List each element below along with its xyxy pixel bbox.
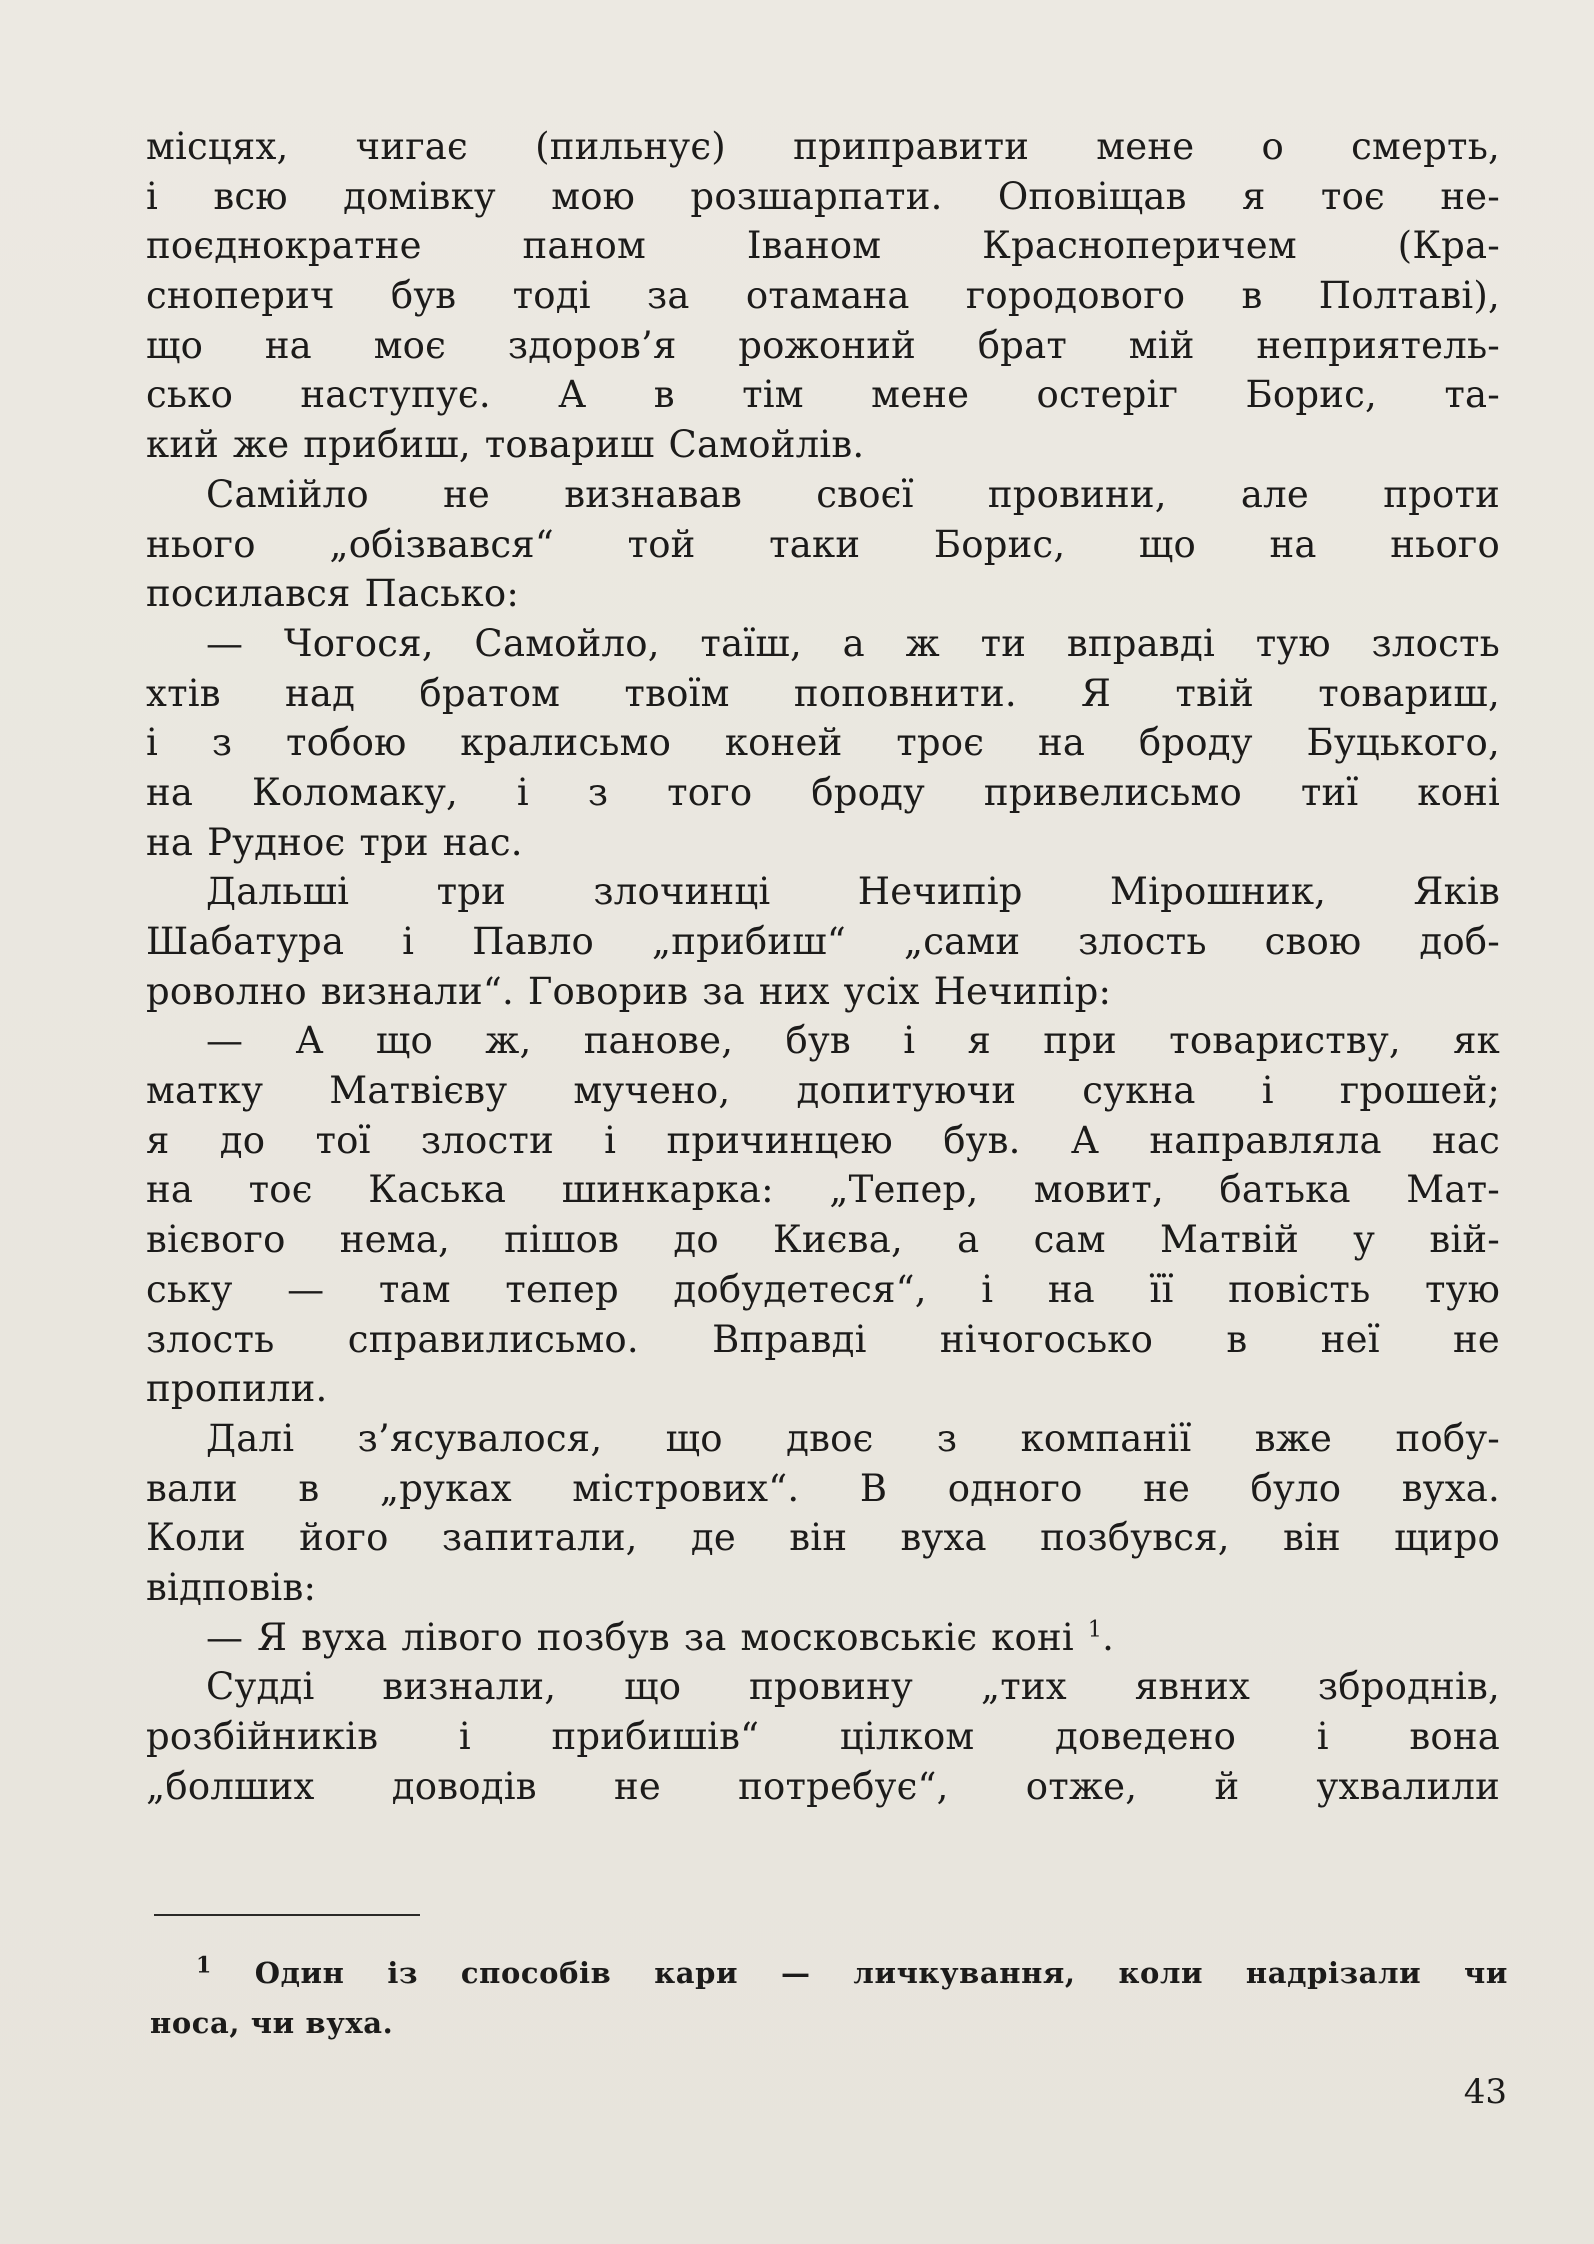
text-line: кий же прибиш, товариш Самойлів.: [146, 423, 865, 467]
text-line: сноперич був тоді за отамана городового в Полтаві),: [146, 274, 1500, 318]
text-line: Судді визнали, що провину „тих явних зброднів,: [206, 1665, 1500, 1709]
text-line: „болших доводів не потребує“, отже, й ухвалили: [146, 1764, 1500, 1808]
text-line: ську — там тепер добудетеся“, і на її повість тую: [146, 1267, 1500, 1311]
text-line: сько наступує. А в тім мене остеріг Борис, та-: [146, 373, 1500, 417]
text-line: посилався Пасько:: [146, 572, 519, 616]
text-line: Дальші три злочинці Нечипір Мірошник, Яків: [206, 870, 1500, 914]
text-line: розбійників і прибишів“ цілком доведено і вона: [146, 1715, 1500, 1758]
footnote-reference: 1: [1087, 1617, 1103, 1643]
text-line: і всю домівку мою розшарпати. Оповіщав я тоє не-: [146, 174, 1500, 218]
text-line: нього „обізвався“ той таки Борис, що на нього: [146, 522, 1500, 566]
text-line: пропили.: [146, 1367, 328, 1411]
text-line: роволно визнали“. Говорив за них усіх Нечипір:: [146, 969, 1112, 1013]
text-line: Шабатура і Павло „прибиш“ „сами злость свою доб-: [146, 920, 1500, 963]
text-line: хтів над братом твоїм поповнити. Я твій товариш,: [146, 671, 1500, 715]
page-number: 43: [1463, 2072, 1507, 2112]
text-line: місцях, чигає (пильнує) приправити мене о смерть,: [146, 125, 1500, 168]
text-line: я до тої злости і причинцею був. А направляла нас: [146, 1118, 1500, 1162]
text-line: матку Матвієву мучено, допитуючи сукна і грошей;: [146, 1069, 1500, 1113]
text-line: Далі з’ясувалося, що двоє з компанії вже побу-: [206, 1416, 1500, 1460]
footnote-line: носа, чи вуха.: [150, 2006, 394, 2040]
text-line: — Чогося, Самойло, таїш, а ж ти вправді тую злость: [206, 621, 1500, 665]
footnote-line: [150, 1948, 1508, 1998]
text-line-content: — Я вуха лівого позбув за московськіє коні: [206, 1615, 1074, 1659]
text-line: злость справилисьмо. Вправді нічогосько в неї не: [146, 1317, 1500, 1361]
text-line: відповів:: [146, 1565, 317, 1609]
text-line: на тоє Каська шинкарка: „Тепер, мовит, батька Мат-: [146, 1168, 1500, 1212]
text-line: на Коломаку, і з того броду привелисьмо тиї коні: [146, 770, 1500, 814]
footnote-ref-suffix: .: [1102, 1615, 1115, 1659]
text-line: на Рудноє три нас.: [146, 820, 523, 864]
body-text: [146, 122, 1500, 1811]
text-line: поєднократне паном Іваном Красноперичем (Кра-: [146, 224, 1500, 268]
footnote-divider: [154, 1914, 420, 1916]
text-line: вієвого нема, пішов до Києва, а сам Матвій у вій-: [146, 1218, 1500, 1262]
footnote-marker: 1: [196, 1952, 212, 1979]
footnote: [150, 1948, 1508, 2048]
footnote-text: Один із способів кари — личкування, коли надрізали чи: [254, 1956, 1508, 1990]
text-line: і з тобою кралисьмо коней троє на броду Буцького,: [146, 721, 1500, 765]
text-line: — А що ж, панове, був і я при товариству, як: [206, 1019, 1500, 1063]
text-line: [146, 1613, 1500, 1663]
text-line: вали в „руках містрових“. В одного не було вуха.: [146, 1466, 1500, 1510]
text-line: що на моє здоров’я рожоний брат мій неприятель-: [146, 323, 1500, 367]
text-line: Самійло не визнавав своєї провини, але проти: [206, 472, 1500, 516]
text-line: Коли його запитали, де він вуха позбувся, він щиро: [146, 1516, 1500, 1560]
